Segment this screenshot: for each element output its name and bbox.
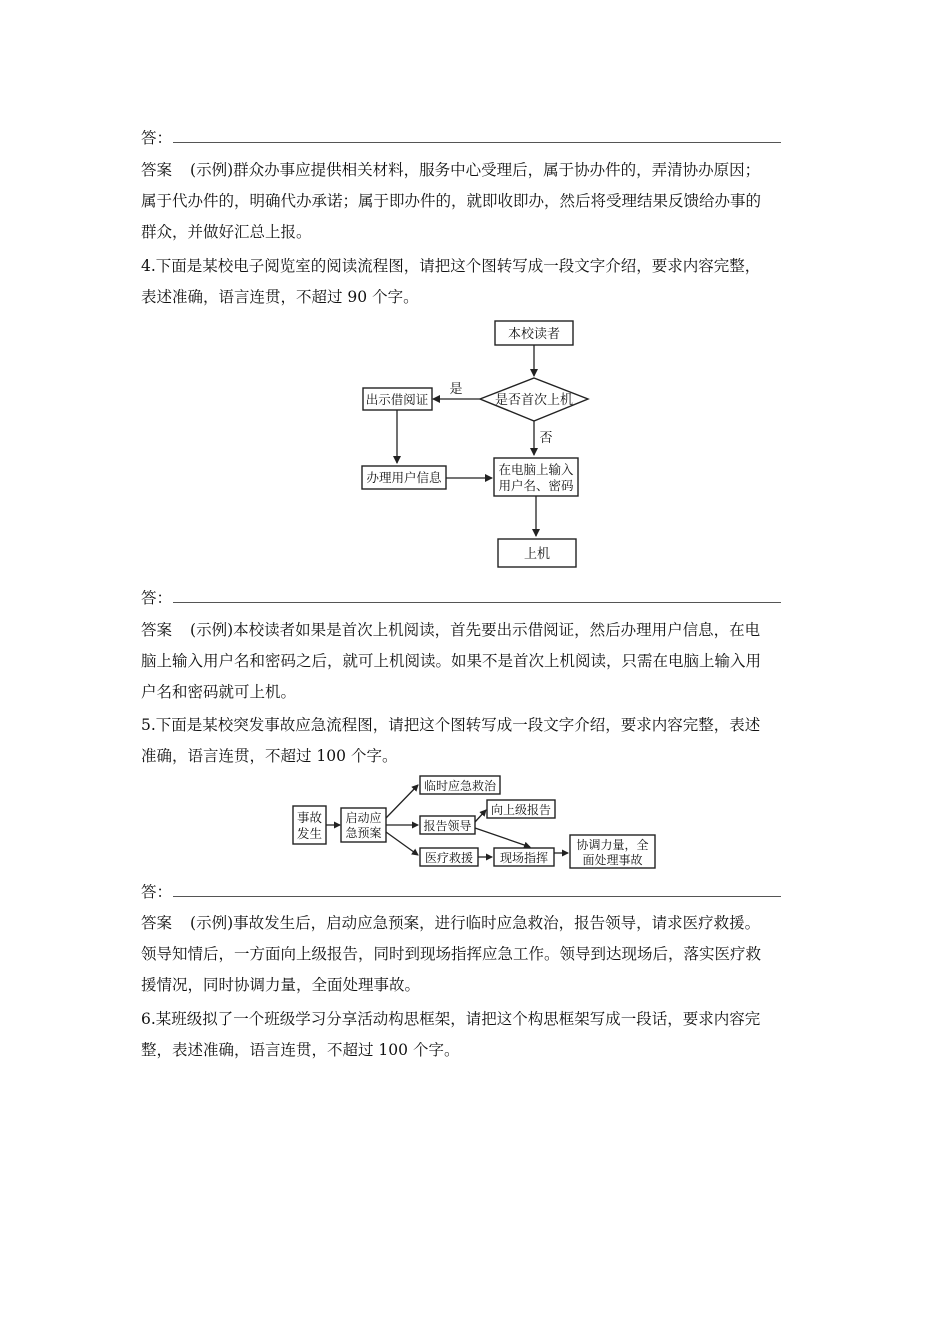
q3-answer-line-1 [141,158,760,180]
q5-answer-line-2: 领导知情后，一方面向上级报告，同时到现场指挥应急工作。领导到达现场后，落实医疗救 [141,945,762,963]
answer-rule [173,896,781,897]
flow-coord-text-2: 面处理事故 [582,853,643,867]
flow-arrow [475,828,530,847]
q4-flowchart [350,315,600,575]
flow-accident-text-1: 事故 [296,810,323,825]
q5-answer-text-1: (示例)事故发生后，启动应急预案，进行临时应急救治，报告领导，请求医疗救援。 [190,914,761,932]
flow-arrow [386,832,418,855]
flow-plan-text-1: 启动应 [345,811,382,825]
flow-coord-text-1: 协调力量，全 [576,838,649,852]
answer-blank-q4[interactable] [141,586,781,606]
flow-arrow [475,810,486,822]
flow-decision-text: 是否首次上机 [494,393,574,408]
q6-question-line-1: 6.某班级拟了一个班级学习分享活动构思框架，请把这个构思框架写成一段话，要求内容完 [141,1010,761,1028]
flow-accident-text-2: 发生 [296,826,323,841]
answer-tag: 答案 [141,621,173,639]
q5-answer-line-1 [141,911,760,933]
q5-question-line-2: 准确，语言连贯，不超过 100 个字。 [141,747,398,765]
flow-rescue-text: 临时应急救治 [423,779,497,793]
q6-question-line-2: 整，表述准确，语言连贯，不超过 100 个字。 [141,1041,460,1059]
answer-blank-q3[interactable] [141,126,781,146]
flow-start-text: 本校读者 [507,327,561,342]
q4-question-line-2: 表述准确，语言连贯，不超过 90 个字。 [141,288,419,306]
flow-report-upper-text: 向上级报告 [490,803,552,817]
flow-report-leader-text: 报告领导 [423,819,472,833]
flow-medical-text: 医疗救援 [424,851,474,865]
answer-blank-q5[interactable] [141,880,781,900]
answer-label: 答： [141,129,173,147]
flow-arrow [386,785,418,818]
flow-input-text-2: 用户名、密码 [498,478,574,493]
q5-flowchart [285,772,660,872]
q3-answer-line-2: 属于代办件的，明确代办承诺；属于即办件的，就即收即办，然后将受理结果反馈给办事的 [141,192,762,210]
q5-question-line-1: 5.下面是某校突发事故应急流程图，请把这个图转写成一段文字介绍，要求内容完整，表述 [141,716,761,734]
q5-answer-line-3: 援情况，同时协调力量，全面处理事故。 [141,976,421,994]
flow-show-card-text: 出示借阅证 [365,392,429,407]
answer-label: 答： [141,589,173,607]
flow-plan-text-2: 急预案 [345,826,382,840]
answer-rule [173,142,781,143]
flow-onsite-text: 现场指挥 [499,851,549,865]
q3-answer-line-3: 群众，并做好汇总上报。 [141,223,312,241]
answer-tag: 答案 [141,161,173,179]
flow-register-text: 办理用户信息 [366,470,442,485]
q4-question-line-1: 4.下面是某校电子阅览室的阅读流程图，请把这个图转写成一段文字介绍，要求内容完整， [141,257,761,275]
answer-label: 答： [141,883,173,901]
flow-no-label: 否 [539,431,553,446]
flow-yes-label: 是 [449,382,463,397]
q4-answer-text-1: (示例)本校读者如果是首次上机阅读，首先要出示借阅证，然后办理用户信息，在电 [190,621,761,639]
answer-tag: 答案 [141,914,173,932]
q4-answer-line-2: 脑上输入用户名和密码之后，就可上机阅读。如果不是首次上机阅读，只需在电脑上输入用 [141,652,762,670]
flow-end-text: 上机 [523,547,551,562]
q4-answer-line-3: 户名和密码就可上机。 [141,683,297,701]
answer-rule [173,602,781,603]
flow-input-text-1: 在电脑上输入 [498,462,574,477]
q4-answer-line-1 [141,618,760,640]
q3-answer-text-1: (示例)群众办事应提供相关材料，服务中心受理后，属于协办件的，弄清协办原因； [190,161,761,179]
